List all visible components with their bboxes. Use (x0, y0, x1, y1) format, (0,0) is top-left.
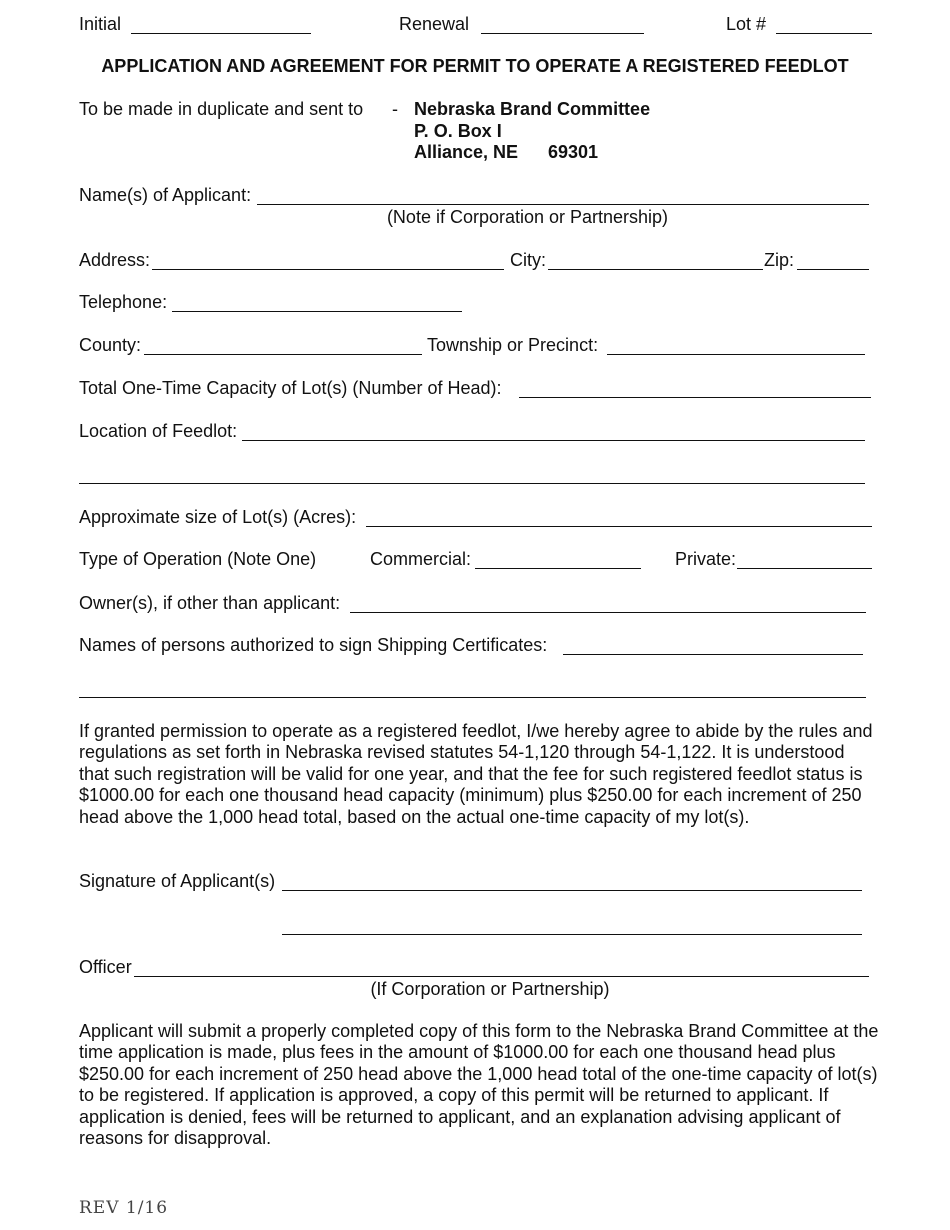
recipient-org: Nebraska Brand Committee (414, 99, 651, 119)
zip-label: Zip: (764, 250, 795, 270)
township-label: Township or Precinct: (427, 335, 599, 355)
telephone-label: Telephone: (79, 292, 168, 312)
shipping-field[interactable] (563, 654, 863, 655)
county-label: County: (79, 335, 142, 355)
location-field-line-2[interactable] (79, 483, 865, 484)
capacity-label: Total One-Time Capacity of Lot(s) (Number of Head): (79, 378, 502, 398)
recipient-city-state: Alliance, NE (414, 142, 519, 162)
signature-field[interactable] (282, 890, 862, 891)
private-field[interactable] (737, 568, 872, 569)
officer-note: (If Corporation or Partnership) (370, 979, 610, 999)
commercial-label: Commercial: (370, 549, 472, 569)
private-label: Private: (675, 549, 737, 569)
operation-label: Type of Operation (Note One) (79, 549, 317, 569)
city-label: City: (510, 250, 546, 270)
lot-number-label: Lot # (726, 14, 767, 34)
initial-label: Initial (79, 14, 122, 34)
officer-field[interactable] (134, 976, 869, 977)
acres-label: Approximate size of Lot(s) (Acres): (79, 507, 357, 527)
city-field[interactable] (548, 269, 763, 270)
address-field[interactable] (152, 269, 504, 270)
county-field[interactable] (144, 354, 422, 355)
commercial-field[interactable] (475, 568, 641, 569)
recipient-box: P. O. Box I (414, 121, 502, 141)
address-label: Address: (79, 250, 151, 270)
telephone-field[interactable] (172, 311, 462, 312)
applicant-label: Name(s) of Applicant: (79, 185, 252, 205)
owner-label: Owner(s), if other than applicant: (79, 593, 341, 613)
acres-field[interactable] (366, 526, 872, 527)
recipient-zip: 69301 (548, 142, 599, 162)
lot-number-field[interactable] (776, 33, 872, 34)
shipping-label: Names of persons authorized to sign Shipping Certificates: (79, 635, 548, 655)
zip-field[interactable] (797, 269, 869, 270)
renewal-field[interactable] (481, 33, 644, 34)
page-title: APPLICATION AND AGREEMENT FOR PERMIT TO OPERATE A REGISTERED FEEDLOT (101, 56, 849, 76)
officer-label: Officer (79, 957, 132, 977)
owner-field[interactable] (350, 612, 866, 613)
signature-field-line-2[interactable] (282, 934, 862, 935)
renewal-label: Renewal (399, 14, 470, 34)
send-to-intro: To be made in duplicate and sent to (79, 99, 364, 119)
initial-field[interactable] (131, 33, 311, 34)
send-to-dash: - (392, 99, 398, 119)
instructions-paragraph: Applicant will submit a properly completed copy of this form to the Nebraska Brand Committee at the time application is made, plus fees in the amount of $1000.00 for each one thousand head plus $250.00 for each increment of 250 head above the 1,000 head total of the one-time capacity of lot(s) to be registered. If application is approved, a copy of this permit will be returned to applicant. If application is denied, fees will be returned to applicant, and an explanation advising applicant of reasons for disapproval. (79, 1021, 879, 1149)
township-field[interactable] (607, 354, 865, 355)
revision-code: REV 1/16 (79, 1198, 169, 1218)
agreement-paragraph: If granted permission to operate as a registered feedlot, I/we hereby agree to abide by the rules and regulations as set forth in Nebraska revised statutes 54-1,120 through 54-1,122. It is understood that such registration will be valid for one year, and that the fee for such registered feedlot status is $1000.00 for each one thousand head capacity (minimum) plus $250.00 for each increment of 250 head above the 1,000 head total, based on the actual one-time capacity of my lot(s). (79, 721, 873, 827)
location-field[interactable] (242, 440, 865, 441)
applicant-note: (Note if Corporation or Partnership) (386, 207, 669, 227)
signature-label: Signature of Applicant(s) (79, 871, 276, 891)
location-label: Location of Feedlot: (79, 421, 238, 441)
applicant-field[interactable] (257, 204, 869, 205)
shipping-field-line-2[interactable] (79, 697, 866, 698)
capacity-field[interactable] (519, 397, 871, 398)
